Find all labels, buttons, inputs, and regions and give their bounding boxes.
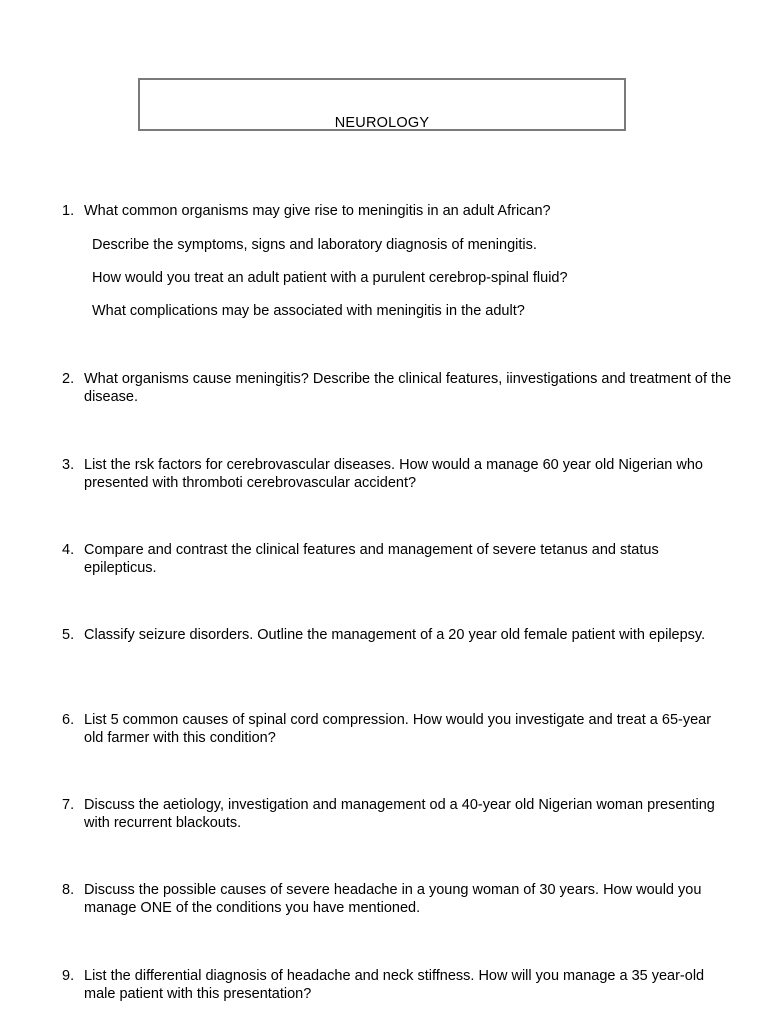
question-8 — [62, 881, 732, 917]
question-text: Classify seizure disorders. Outline the management of a 20 year old female patient with epilepsy. — [84, 627, 706, 643]
question-text: List the rsk factors for cerebrovascular diseases. How would a manage 60 year old Nigerian who presented with thromboti cerebrovascular accident? — [84, 457, 703, 491]
question-text: Discuss the aetiology, investigation and management od a 40-year old Nigerian woman presenting with recurrent blackouts. — [84, 797, 715, 831]
question-1 — [62, 202, 732, 220]
question-1-sub-2: How would you treat an adult patient with a purulent cerebrop-spinal fluid? — [92, 270, 568, 286]
question-9 — [62, 967, 732, 1003]
page-title: NEUROLOGY — [334, 115, 430, 131]
question-number: 7. — [62, 797, 75, 813]
question-text: Compare and contrast the clinical features and management of severe tetanus and status epilepticus. — [84, 542, 659, 576]
question-1-sub-3: What complications may be associated with meningitis in the adult? — [92, 303, 525, 319]
question-3 — [62, 456, 732, 492]
question-number: 6. — [62, 712, 75, 728]
question-number: 8. — [62, 882, 75, 898]
question-2 — [62, 370, 732, 406]
question-number: 9. — [62, 968, 75, 984]
question-text: List 5 common causes of spinal cord compression. How would you investigate and treat a 65-year old farmer with this condition? — [84, 712, 712, 746]
question-text: What common organisms may give rise to meningitis in an adult African? — [84, 203, 551, 219]
question-number: 2. — [62, 371, 75, 387]
question-number: 5. — [62, 627, 75, 643]
question-1-sub-1: Describe the symptoms, signs and laboratory diagnosis of meningitis. — [92, 237, 537, 253]
title-box — [138, 78, 626, 131]
question-text: What organisms cause meningitis? Describe the clinical features, iinvestigations and treatment of the disease. — [84, 371, 732, 405]
question-number: 1. — [62, 203, 75, 219]
question-text: List the differential diagnosis of headache and neck stiffness. How will you manage a 35 year-old male patient with this presentation? — [84, 968, 705, 1002]
question-6 — [62, 711, 732, 747]
question-4 — [62, 541, 732, 577]
question-7 — [62, 796, 732, 832]
question-text: Discuss the possible causes of severe headache in a young woman of 30 years. How would you manage ONE of the conditions you have mentioned. — [84, 882, 702, 916]
question-number: 3. — [62, 457, 75, 473]
question-5 — [62, 626, 732, 644]
question-number: 4. — [62, 542, 75, 558]
